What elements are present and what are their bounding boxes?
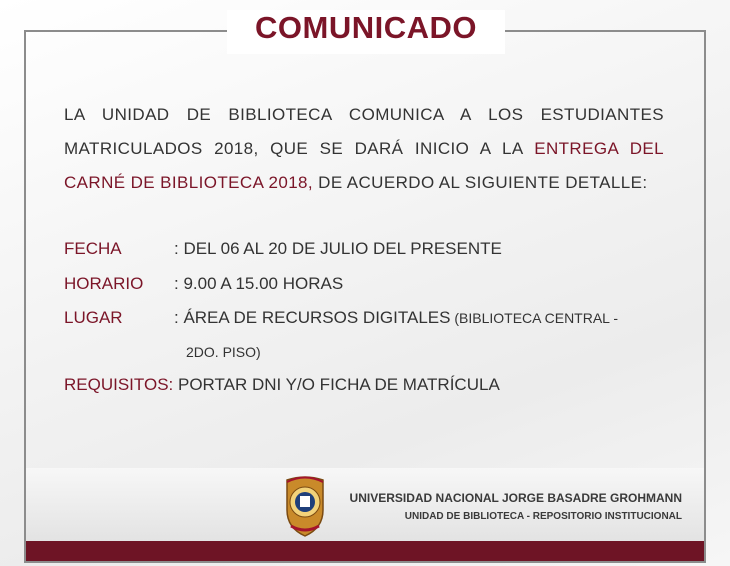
- intro-text-before: LA UNIDAD DE BIBLIOTECA COMUNICA A LOS ESTUDIANTES MATRICULADOS 2018, QUE SE DARÁ INICIO A LA: [64, 105, 664, 158]
- lugar-value: : ÁREA DE RECURSOS DIGITALES: [174, 308, 451, 327]
- intro-paragraph: [64, 98, 664, 200]
- lugar-value-wrap: [174, 308, 618, 328]
- intro-text-after: DE ACUERDO AL SIGUIENTE DETALLE:: [313, 173, 648, 192]
- footer-bar: [26, 541, 704, 561]
- fecha-value: : DEL 06 AL 20 DE JULIO DEL PRESENTE: [174, 239, 502, 258]
- horario-label: HORARIO: [64, 274, 144, 293]
- lugar-detail-2: 2DO. PISO): [186, 344, 261, 360]
- library-unit-name: UNIDAD DE BIBLIOTECA - REPOSITORIO INSTITUCIONAL: [404, 511, 682, 522]
- university-shield-icon: [279, 474, 331, 538]
- horario-value: : 9.00 A 15.00 HORAS: [174, 274, 344, 293]
- intro-highlight: ENTREGA DEL CARNÉ DE BIBLIOTECA 2018,: [64, 139, 664, 192]
- requisitos-value: PORTAR DNI Y/O FICHA DE MATRÍCULA: [173, 375, 500, 394]
- lugar-label: LUGAR: [64, 308, 123, 327]
- notice-title: COMUNICADO: [255, 10, 477, 45]
- university-name: UNIVERSIDAD NACIONAL JORGE BASADRE GROHMANN: [349, 491, 682, 505]
- fecha-label: FECHA: [64, 239, 122, 258]
- requisitos-label: REQUISITOS:: [64, 375, 174, 394]
- lugar-detail-1: (BIBLIOTECA CENTRAL -: [450, 310, 618, 326]
- requisitos-row: [64, 375, 500, 395]
